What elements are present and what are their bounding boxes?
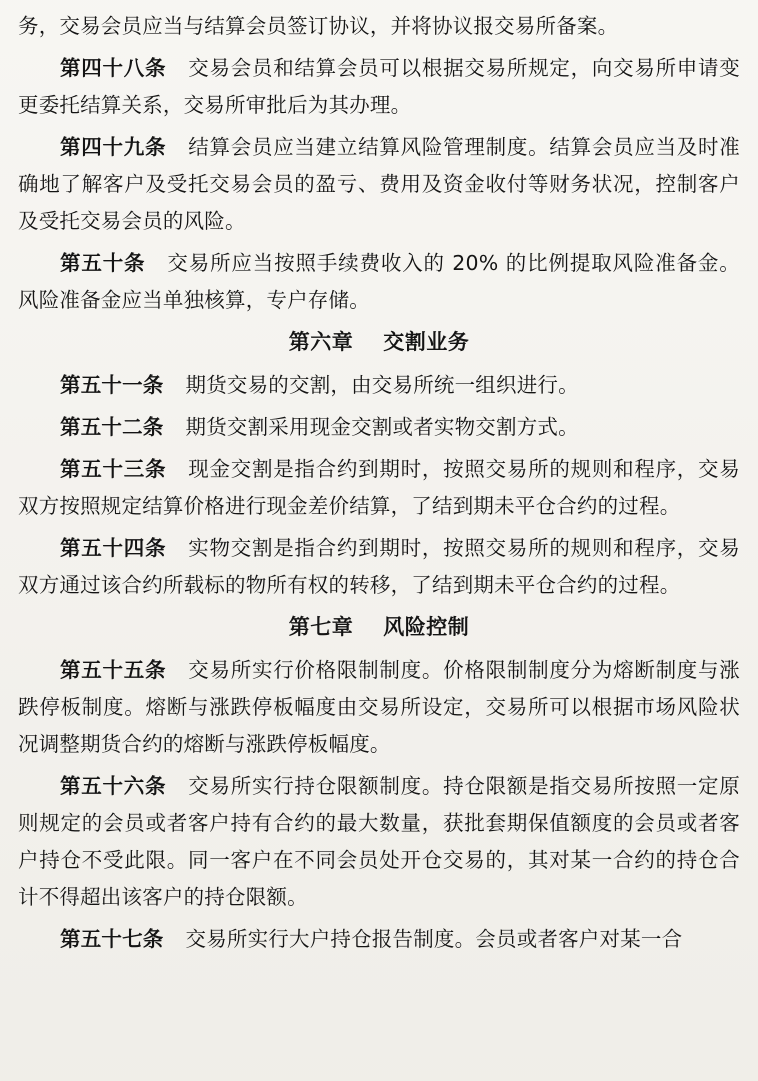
article-54 [18,530,740,604]
article-text: 现金交割是指合约到期时，按照交易所的规则和程序，交易双方按照规定结算价格进行现金差价结算，了结到期未平仓合约的过程。 [18,457,740,518]
article-text: 结算会员应当建立结算风险管理制度。结算会员应当及时准确地了解客户及受托交易会员的盈亏、费用及资金收付等财务状况，控制客户及受托交易会员的风险。 [18,135,740,233]
article-49 [18,129,740,240]
article-52 [18,409,740,446]
article-text: 交易所实行持仓限额制度。持仓限额是指交易所按照一定原则规定的会员或者客户持有合约的最大数量，获批套期保值额度的会员或者客户持仓不受此限。同一客户在不同会员处开仓交易的，其对某一合约的持仓合计不得超出该客户的持仓限额。 [18,774,740,909]
article-51 [18,367,740,404]
article-text: 交易所实行大户持仓报告制度。会员或者客户对某一合 [185,927,683,951]
article-number: 第五十五条 [60,658,167,682]
chapter-number: 第六章 [288,330,354,354]
article-number: 第五十六条 [60,774,167,798]
chapter-6-heading [18,324,740,361]
article-50 [18,245,740,319]
article-number: 第五十一条 [60,373,164,397]
article-48 [18,50,740,124]
article-55 [18,652,740,763]
article-56 [18,768,740,916]
article-number: 第五十三条 [60,457,167,481]
article-text: 期货交割采用现金交割或者实物交割方式。 [185,415,579,439]
article-number: 第五十二条 [60,415,164,439]
lead-text: 务，交易会员应当与结算会员签订协议，并将协议报交易所备案。 [18,14,619,38]
article-text: 期货交易的交割，由交易所统一组织进行。 [185,373,579,397]
article-text: 实物交割是指合约到期时，按照交易所的规则和程序，交易双方通过该合约所载标的物所有权的转移，了结到期未平仓合约的过程。 [18,536,740,597]
article-number: 第四十八条 [60,56,167,80]
article-number: 第四十九条 [60,135,167,159]
article-57 [18,921,740,958]
article-text: 交易所应当按照手续费收入的 20% 的比例提取风险准备金。风险准备金应当单独核算，专户存储。 [18,251,740,312]
article-text: 交易所实行价格限制制度。价格限制制度分为熔断制度与涨跌停板制度。熔断与涨跌停板幅度由交易所设定，交易所可以根据市场风险状况调整期货合约的熔断与涨跌停板幅度。 [18,658,740,756]
chapter-title: 风险控制 [383,615,470,639]
article-text: 交易会员和结算会员可以根据交易所规定，向交易所申请变更委托结算关系，交易所审批后为其办理。 [18,56,740,117]
lead-paragraph [18,8,740,45]
chapter-number: 第七章 [288,615,354,639]
chapter-7-heading [18,609,740,646]
article-53 [18,451,740,525]
article-number: 第五十条 [60,251,146,275]
article-number: 第五十四条 [60,536,167,560]
chapter-title: 交割业务 [383,330,470,354]
article-number: 第五十七条 [60,927,164,951]
